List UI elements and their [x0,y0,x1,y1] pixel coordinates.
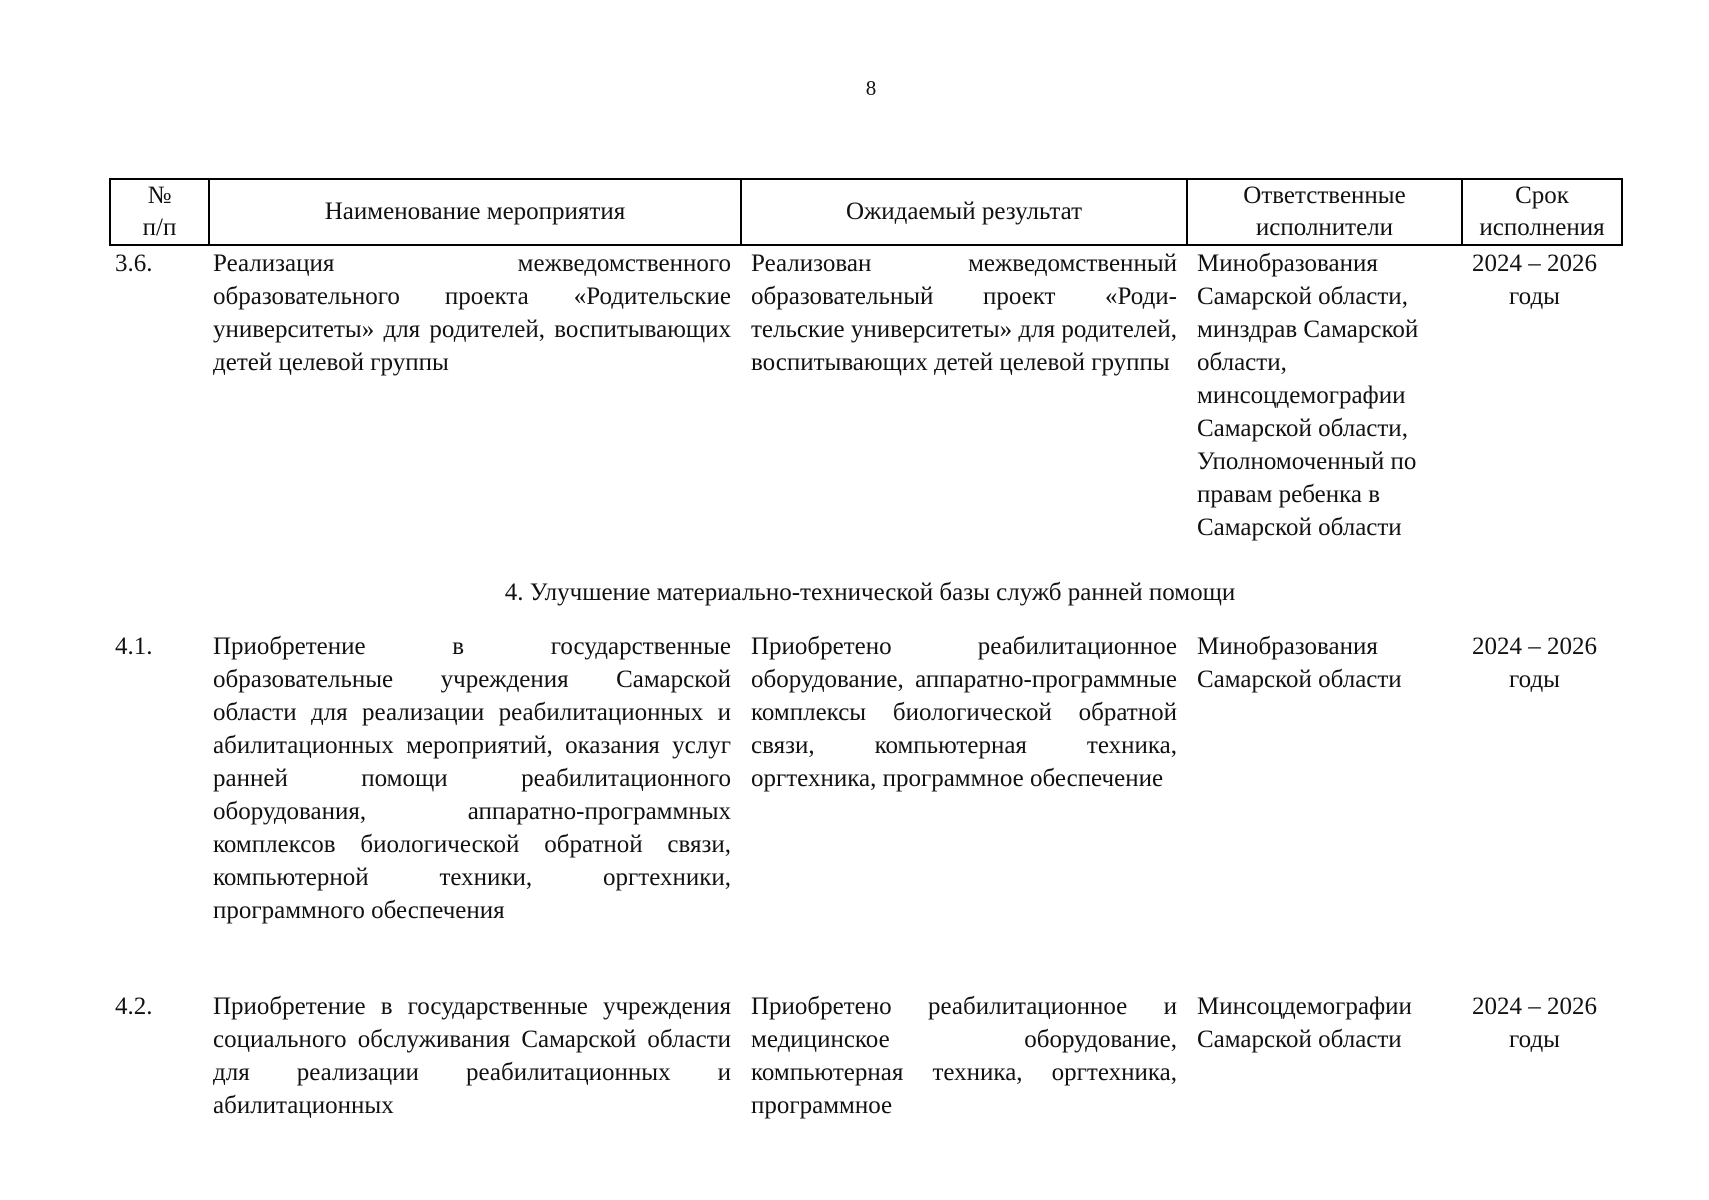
row-result: Приобретено реабилитационное оборудование, аппаратно-программные комплексы биологической обратной связи, компьютерная техника, оргтехника, программное обеспечение [751,633,1177,792]
table-header [109,178,1623,246]
row-name: Приобретение в государственные образовательные учреждения Самарской области для реализации реабилитационных и абилитационных мероприятий, оказания услуг ранней помощи реабилитационного оборудования, аппаратно-программных комплексов биологической обратной связи, компьютерной техники, оргтехники, программного обеспечения [213,633,731,924]
header-executors: Ответственные исполнители [1187,179,1462,245]
header-num: № п/п [110,179,209,245]
row-term: 2024 – 2026 годы [1472,250,1597,310]
row-term: 2024 – 2026 годы [1472,633,1597,693]
row-number: 4.1. [115,633,153,660]
header-name: Наименование мероприятия [209,179,741,245]
page-number: 8 [865,76,877,100]
row-number: 3.6. [115,250,153,277]
row-name: Приобретение в государственные учреждения социального обслуживания Самарской области для реализации реабилитационных и абилитационных [213,993,731,1119]
row-name: Реализация межведомственного образовательного проекта «Родительские университеты» для родителей, воспитывающих детей целевой группы [213,250,731,376]
row-result: Реализован межведомственный образовательный проект «Роди-тельские университеты» для родителей, воспитывающих детей целевой группы [751,250,1177,376]
header-result: Ожидаемый результат [741,179,1187,245]
row-number: 4.2. [115,993,153,1020]
row-executors: Минсоцдемографии Самарской области [1197,993,1412,1053]
row-result: Приобретено реабилитационное и медицинское оборудование, компьютерная техника, оргтехника, программное [751,993,1177,1119]
row-term: 2024 – 2026 годы [1472,993,1597,1053]
row-executors: Минобразования Самарской области, минздрав Самарской области, минсоцдемографии Самарской области, Уполномоченный по правам ребенка в Самарской области [1197,250,1419,541]
section-title: 4. Улучшение материально-технической базы служб ранней помощи [504,579,1236,606]
header-term: Срок исполнения [1462,179,1622,245]
row-executors: Минобразования Самарской области [1197,633,1402,693]
